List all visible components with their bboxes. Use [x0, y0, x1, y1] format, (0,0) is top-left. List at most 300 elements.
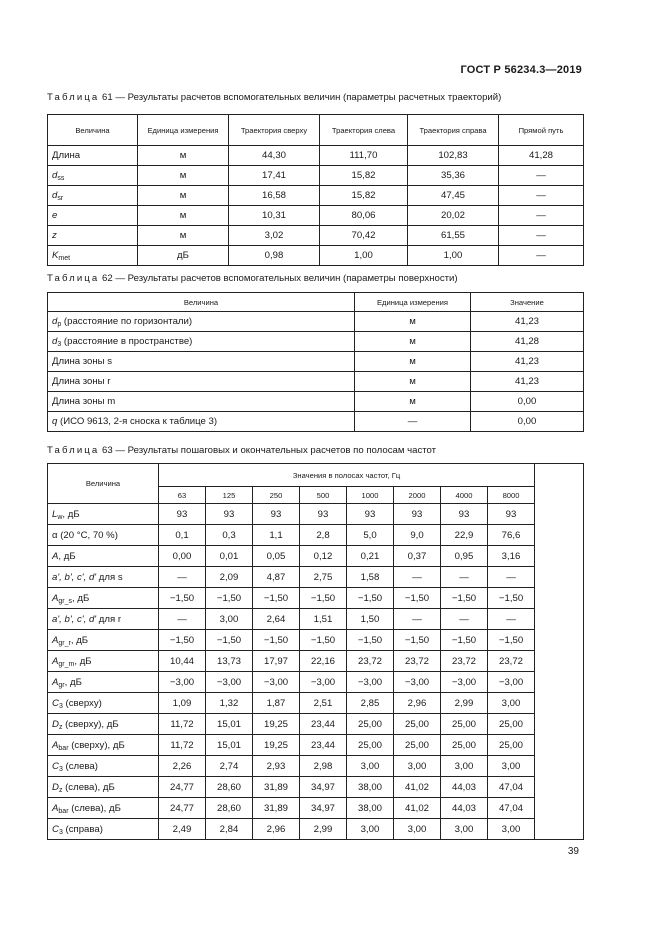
table-row — [48, 693, 584, 714]
value-cell: 25,00 — [394, 735, 441, 756]
table-row — [48, 146, 584, 166]
symbol: Длина — [52, 150, 81, 161]
row-label — [48, 246, 138, 266]
symbol: d — [52, 336, 58, 347]
subscript: sr — [57, 195, 64, 202]
value-cell: 2,93 — [253, 756, 300, 777]
label-text: , дБ — [64, 676, 82, 688]
value-cell: −1,50 — [441, 630, 488, 651]
value-cell: 93 — [441, 504, 488, 525]
table-row — [48, 630, 584, 651]
table-row — [48, 672, 584, 693]
table-row — [48, 546, 584, 567]
value-cell: 24,77 — [159, 777, 206, 798]
symbol: d — [52, 190, 58, 201]
value-cell: — — [488, 609, 535, 630]
value-cell: 76,6 — [488, 525, 535, 546]
row-label — [48, 146, 138, 166]
symbol: A — [52, 655, 59, 667]
value-cell: 3,00 — [488, 693, 535, 714]
extra-column — [535, 630, 584, 651]
value-cell: −3,00 — [488, 672, 535, 693]
label-text: , дБ — [70, 634, 89, 646]
row-label — [48, 735, 159, 756]
label-text: (слева) — [62, 760, 98, 772]
value-cell: 34,97 — [300, 798, 347, 819]
symbol: A — [52, 592, 59, 604]
row-label — [48, 332, 355, 352]
value-cell: 10,44 — [159, 651, 206, 672]
extra-column — [535, 487, 584, 504]
value-cell: 1,58 — [347, 567, 394, 588]
table-row — [48, 332, 584, 352]
value-cell: 25,00 — [488, 735, 535, 756]
value-cell: 2,8 — [300, 525, 347, 546]
value-cell: 28,60 — [206, 777, 253, 798]
extra-column — [535, 464, 584, 487]
value-cell: 1,00 — [320, 246, 408, 266]
unit-cell: — — [355, 412, 471, 432]
symbol: a', b', c', d' — [52, 613, 97, 625]
table-row — [48, 412, 584, 432]
column-header: Величина — [48, 464, 159, 504]
value-cell: 41,28 — [499, 146, 584, 166]
value-cell: 47,04 — [488, 777, 535, 798]
row-label — [48, 630, 159, 651]
symbol: A — [52, 739, 59, 751]
value-cell: 2,85 — [347, 693, 394, 714]
value-cell: 2,26 — [159, 756, 206, 777]
value-cell: 17,41 — [229, 166, 320, 186]
value-cell: 1,09 — [159, 693, 206, 714]
value-cell: 0,05 — [253, 546, 300, 567]
subscript: w — [57, 513, 63, 521]
subscript: gr — [58, 681, 65, 689]
table-63-caption — [47, 445, 436, 456]
value-cell: 47,04 — [488, 798, 535, 819]
value-cell: 15,01 — [206, 714, 253, 735]
row-label — [48, 392, 355, 412]
table-row — [48, 567, 584, 588]
unit-cell: м — [138, 166, 229, 186]
table-row — [48, 312, 584, 332]
value-cell: 0,12 — [300, 546, 347, 567]
value-cell: 25,00 — [347, 735, 394, 756]
table-row — [48, 166, 584, 186]
value-cell: −3,00 — [206, 672, 253, 693]
value-cell: 3,00 — [394, 756, 441, 777]
frequency-header: 500 — [300, 487, 347, 504]
symbol: d — [52, 170, 58, 181]
value-cell: 23,72 — [441, 651, 488, 672]
symbol: D — [52, 781, 59, 793]
value-cell: 22,9 — [441, 525, 488, 546]
label-text: (слева), дБ — [62, 781, 115, 793]
value-cell: 2,84 — [206, 819, 253, 840]
extra-column — [535, 777, 584, 798]
header-row — [48, 293, 584, 312]
value-cell: 0,3 — [206, 525, 253, 546]
value-cell: 19,25 — [253, 735, 300, 756]
subscript: z — [58, 723, 63, 731]
value-cell: 70,42 — [320, 226, 408, 246]
value-cell: 34,97 — [300, 777, 347, 798]
row-label — [48, 206, 138, 226]
column-header: Единица измерения — [355, 293, 471, 312]
extra-column — [535, 504, 584, 525]
table-row — [48, 735, 584, 756]
value-cell: −3,00 — [300, 672, 347, 693]
value-cell: 3,00 — [441, 756, 488, 777]
value-cell: 0,37 — [394, 546, 441, 567]
label-text: (слева), дБ — [68, 802, 121, 814]
caption-text: 62 — Результаты расчетов вспомогательных величин (параметры поверхности) — [102, 273, 458, 284]
table-row — [48, 756, 584, 777]
value-cell: −1,50 — [300, 630, 347, 651]
table-row — [48, 525, 584, 546]
extra-column — [535, 756, 584, 777]
row-label — [48, 546, 159, 567]
row-label — [48, 588, 159, 609]
subscript: z — [58, 786, 63, 794]
value-cell: −1,50 — [441, 588, 488, 609]
unit-cell: м — [355, 392, 471, 412]
table-row — [48, 246, 584, 266]
column-header: Величина — [48, 293, 355, 312]
row-label — [48, 609, 159, 630]
value-cell: 61,55 — [408, 226, 499, 246]
value-cell: −1,50 — [206, 630, 253, 651]
value-cell: 25,00 — [347, 714, 394, 735]
row-label — [48, 312, 355, 332]
value-cell: 93 — [488, 504, 535, 525]
value-cell: 22,16 — [300, 651, 347, 672]
value-cell: −3,00 — [253, 672, 300, 693]
row-label — [48, 186, 138, 206]
unit-cell: м — [355, 312, 471, 332]
value-cell: 15,01 — [206, 735, 253, 756]
value-cell: 23,44 — [300, 735, 347, 756]
subscript: 3 — [58, 828, 63, 836]
symbol: A — [52, 634, 59, 646]
extra-column — [535, 819, 584, 840]
value-cell: — — [441, 567, 488, 588]
value-cell: 23,72 — [488, 651, 535, 672]
symbol: q — [52, 416, 58, 427]
value-cell: 19,25 — [253, 714, 300, 735]
symbol: A — [52, 550, 59, 562]
row-label — [48, 372, 355, 392]
value-cell: 2,49 — [159, 819, 206, 840]
value-cell: 5,0 — [347, 525, 394, 546]
subscript: gr_m — [58, 660, 75, 668]
column-header: Единица измерения — [138, 115, 229, 146]
value-cell: −1,50 — [394, 588, 441, 609]
value-cell: 28,60 — [206, 798, 253, 819]
label-text: (справа) — [62, 823, 103, 835]
value-cell: −1,50 — [347, 630, 394, 651]
table-row — [48, 609, 584, 630]
table-row — [48, 798, 584, 819]
value-cell: 2,96 — [394, 693, 441, 714]
row-label — [48, 525, 159, 546]
label-text: для r — [96, 613, 122, 625]
value-cell: 41,02 — [394, 798, 441, 819]
value-cell: 1,87 — [253, 693, 300, 714]
value-cell: 11,72 — [159, 714, 206, 735]
row-label — [48, 166, 138, 186]
table-62-caption — [47, 273, 458, 284]
extra-column — [535, 567, 584, 588]
frequency-header: 125 — [206, 487, 253, 504]
symbol: d — [52, 316, 58, 327]
value-cell: 25,00 — [488, 714, 535, 735]
value-cell: 3,00 — [394, 819, 441, 840]
value-cell: 1,00 — [408, 246, 499, 266]
value-cell: — — [159, 567, 206, 588]
extra-column — [535, 798, 584, 819]
value-cell: 0,00 — [159, 546, 206, 567]
header-row — [48, 464, 584, 487]
page-number: 39 — [567, 846, 579, 857]
table-row — [48, 186, 584, 206]
row-label — [48, 756, 159, 777]
value-cell: −3,00 — [441, 672, 488, 693]
value-cell: — — [394, 567, 441, 588]
header-row — [48, 115, 584, 146]
subscript: 3 — [58, 702, 63, 710]
value-cell: 25,00 — [441, 714, 488, 735]
value-cell: 2,99 — [441, 693, 488, 714]
table-row — [48, 206, 584, 226]
subscript: p — [57, 321, 62, 328]
subscript: gr_s — [58, 597, 73, 605]
symbol: e — [52, 210, 58, 221]
value-cell: 31,89 — [253, 777, 300, 798]
value-cell: 11,72 — [159, 735, 206, 756]
table-row — [48, 819, 584, 840]
caption-word: Таблица — [47, 92, 100, 103]
value-cell: 23,72 — [394, 651, 441, 672]
value-cell: — — [499, 246, 584, 266]
value-cell: 0,00 — [471, 392, 584, 412]
subscript: gr_r — [58, 639, 71, 647]
extra-column — [535, 609, 584, 630]
unit-cell: м — [138, 226, 229, 246]
table-62 — [47, 292, 584, 432]
frequency-header: 4000 — [441, 487, 488, 504]
table-row — [48, 651, 584, 672]
value-cell: −3,00 — [159, 672, 206, 693]
subscript: 3 — [58, 765, 63, 773]
value-cell: −1,50 — [394, 630, 441, 651]
value-cell: −1,50 — [488, 588, 535, 609]
symbol: a', b', c', d' — [52, 571, 97, 583]
label-text: Длина зоны s — [52, 356, 113, 367]
label-text: Длина зоны m — [52, 396, 116, 407]
label-text: для s — [96, 571, 123, 583]
value-cell: — — [499, 166, 584, 186]
symbol: L — [52, 508, 58, 520]
row-label — [48, 777, 159, 798]
value-cell: 2,09 — [206, 567, 253, 588]
value-cell: 3,00 — [347, 756, 394, 777]
value-cell: 23,72 — [347, 651, 394, 672]
row-label — [48, 567, 159, 588]
value-cell: 1,1 — [253, 525, 300, 546]
caption-word: Таблица — [47, 273, 100, 284]
value-cell: −1,50 — [253, 630, 300, 651]
value-cell: 3,00 — [488, 819, 535, 840]
subscript: ss — [57, 175, 65, 182]
label-text: (расстояние в пространстве) — [61, 336, 193, 347]
table-row — [48, 714, 584, 735]
value-cell: 44,30 — [229, 146, 320, 166]
value-cell: 0,95 — [441, 546, 488, 567]
label-text: , дБ — [72, 592, 90, 604]
value-cell: 93 — [394, 504, 441, 525]
row-label — [48, 651, 159, 672]
label-text: (расстояние по горизонтали) — [61, 316, 193, 327]
column-header: Прямой путь — [499, 115, 584, 146]
label-text: (сверху) — [62, 697, 102, 709]
extra-column — [535, 693, 584, 714]
symbol: A — [52, 676, 59, 688]
value-cell: 111,70 — [320, 146, 408, 166]
caption-word: Таблица — [47, 445, 100, 456]
table-61-caption — [47, 92, 501, 103]
table-row — [48, 777, 584, 798]
value-cell: 2,51 — [300, 693, 347, 714]
frequency-header: 250 — [253, 487, 300, 504]
value-cell: — — [499, 186, 584, 206]
subscript: met — [58, 255, 71, 262]
symbol: K — [52, 250, 59, 261]
value-cell: −1,50 — [253, 588, 300, 609]
value-cell: 1,50 — [347, 609, 394, 630]
document-code: ГОСТ Р 56234.3—2019 — [460, 64, 582, 76]
value-cell: −3,00 — [347, 672, 394, 693]
table-row — [48, 392, 584, 412]
value-cell: 9,0 — [394, 525, 441, 546]
symbol: z — [52, 230, 57, 241]
value-cell: 38,00 — [347, 777, 394, 798]
value-cell: — — [488, 567, 535, 588]
frequency-header: 8000 — [488, 487, 535, 504]
value-cell: — — [441, 609, 488, 630]
value-cell: 25,00 — [394, 714, 441, 735]
table-row — [48, 588, 584, 609]
table-row — [48, 372, 584, 392]
value-cell: 35,36 — [408, 166, 499, 186]
value-cell: 0,98 — [229, 246, 320, 266]
subscript: bar — [58, 744, 69, 752]
subscript: 3 — [57, 341, 62, 348]
value-cell: 47,45 — [408, 186, 499, 206]
value-cell: 41,02 — [394, 777, 441, 798]
value-cell: 3,00 — [441, 819, 488, 840]
value-cell: 17,97 — [253, 651, 300, 672]
label-text: , дБ — [58, 550, 76, 562]
value-cell: 0,01 — [206, 546, 253, 567]
extra-column — [535, 588, 584, 609]
value-cell: 2,96 — [253, 819, 300, 840]
symbol: C — [52, 697, 59, 709]
row-label — [48, 714, 159, 735]
value-cell: 41,23 — [471, 312, 584, 332]
table-row — [48, 352, 584, 372]
value-cell: 2,99 — [300, 819, 347, 840]
value-cell: — — [159, 609, 206, 630]
value-cell: 23,44 — [300, 714, 347, 735]
value-cell: 0,21 — [347, 546, 394, 567]
value-cell: 41,23 — [471, 352, 584, 372]
caption-text: 63 — Результаты пошаговых и окончательных расчетов по полосам частот — [102, 445, 437, 456]
value-cell: 10,31 — [229, 206, 320, 226]
label-text: , дБ — [74, 655, 92, 667]
value-cell: −1,50 — [347, 588, 394, 609]
value-cell: 24,77 — [159, 798, 206, 819]
frequency-header: 63 — [159, 487, 206, 504]
value-cell: 3,16 — [488, 546, 535, 567]
value-cell: 15,82 — [320, 166, 408, 186]
frequency-header: 1000 — [347, 487, 394, 504]
value-cell: 41,28 — [471, 332, 584, 352]
value-cell: 0,1 — [159, 525, 206, 546]
value-cell: −1,50 — [300, 588, 347, 609]
row-label — [48, 693, 159, 714]
unit-cell: м — [138, 206, 229, 226]
symbol: C — [52, 760, 59, 772]
table-row — [48, 504, 584, 525]
value-cell: 1,32 — [206, 693, 253, 714]
value-cell: 31,89 — [253, 798, 300, 819]
frequency-header: 2000 — [394, 487, 441, 504]
column-header: Значение — [471, 293, 584, 312]
unit-cell: дБ — [138, 246, 229, 266]
column-header: Величина — [48, 115, 138, 146]
value-cell: 102,83 — [408, 146, 499, 166]
value-cell: 93 — [253, 504, 300, 525]
value-cell: 93 — [300, 504, 347, 525]
value-cell: — — [499, 226, 584, 246]
unit-cell: м — [355, 352, 471, 372]
group-header: Значения в полосах частот, Гц — [159, 464, 535, 487]
value-cell: −1,50 — [159, 630, 206, 651]
value-cell: — — [394, 609, 441, 630]
row-label — [48, 672, 159, 693]
value-cell: 80,06 — [320, 206, 408, 226]
value-cell: 41,23 — [471, 372, 584, 392]
label-text: α (20 °С, 70 %) — [52, 529, 118, 541]
caption-text: 61 — Результаты расчетов вспомогательных величин (параметры расчетных траекторий) — [102, 92, 502, 103]
value-cell: 3,00 — [347, 819, 394, 840]
value-cell: 3,00 — [488, 756, 535, 777]
value-cell: 0,00 — [471, 412, 584, 432]
label-text: Длина зоны r — [52, 376, 111, 387]
table-61 — [47, 114, 584, 266]
value-cell: 44,03 — [441, 798, 488, 819]
unit-cell: м — [138, 186, 229, 206]
value-cell: 2,98 — [300, 756, 347, 777]
value-cell: 93 — [206, 504, 253, 525]
column-header: Траектория сверху — [229, 115, 320, 146]
row-label — [48, 798, 159, 819]
value-cell: 25,00 — [441, 735, 488, 756]
value-cell: 2,64 — [253, 609, 300, 630]
value-cell: 44,03 — [441, 777, 488, 798]
column-header: Траектория справа — [408, 115, 499, 146]
